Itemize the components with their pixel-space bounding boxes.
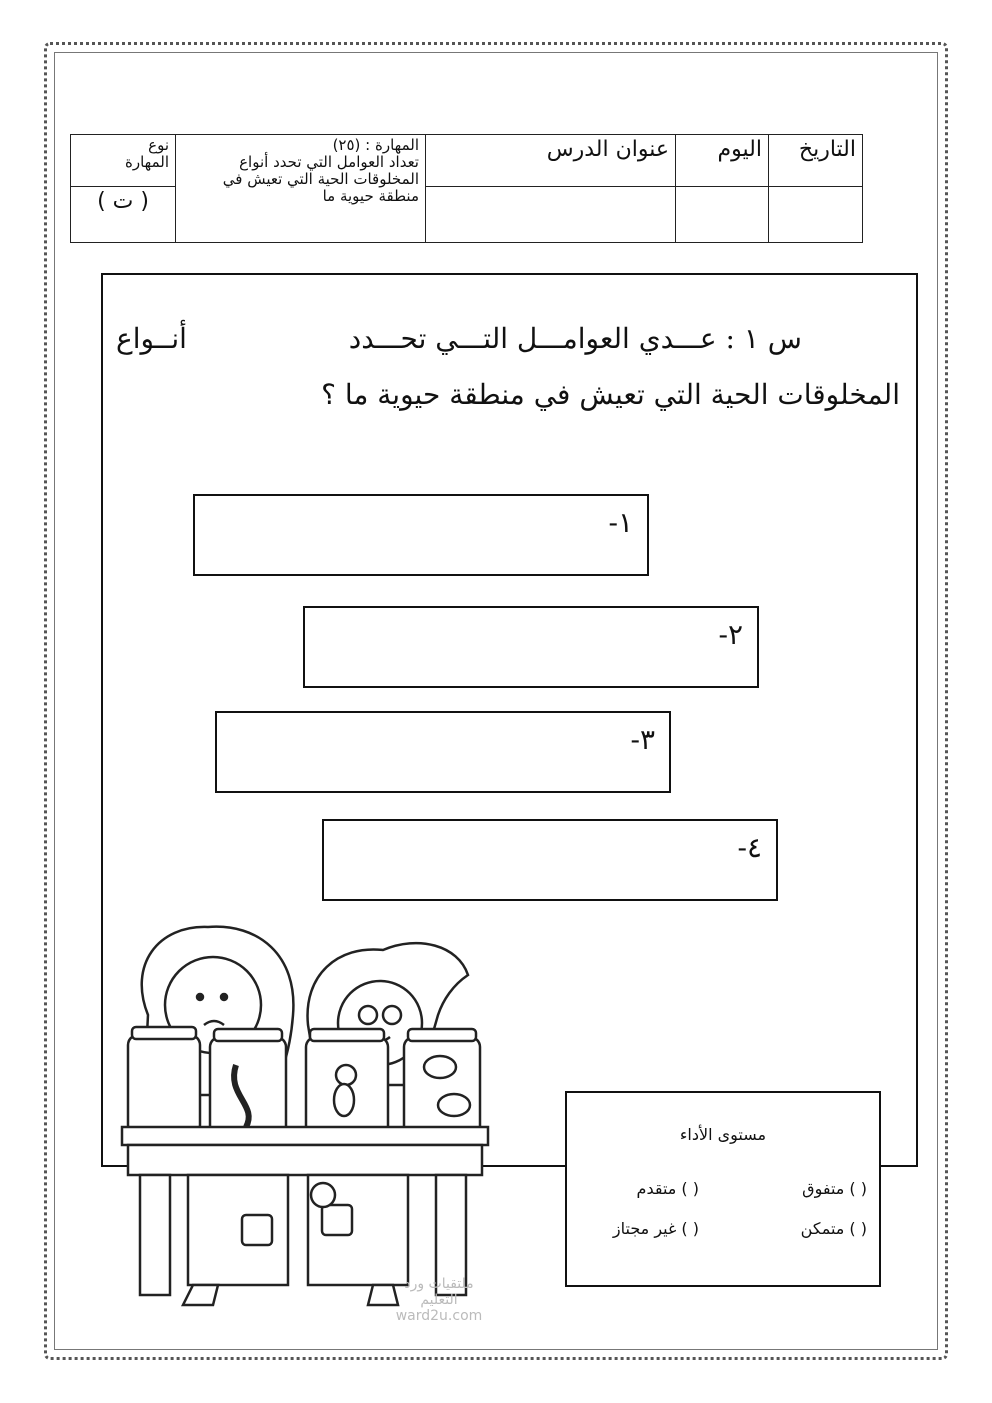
question-line-2: المخلوقات الحية التي تعيش في منطقة حيوية ما ؟ [321, 378, 900, 411]
answer-number-2: ٢- [718, 618, 743, 651]
skill-type-label-cell [71, 135, 176, 187]
skill-text-2: المخلوقات الحية التي تعيش في منطقة حيوية ما [222, 170, 419, 205]
day-value[interactable] [676, 187, 769, 243]
skill-type-value: ( ت ) [71, 187, 176, 243]
option-advanced[interactable]: ( ) متقدم [636, 1179, 699, 1198]
skill-cell [176, 135, 426, 243]
watermark [384, 1276, 494, 1324]
option-excellent[interactable]: ( ) متفوق [802, 1179, 867, 1198]
performance-title: مستوى الأداء [679, 1125, 767, 1144]
answer-box-4[interactable] [322, 819, 778, 901]
watermark-line-1: ملتقيات ورد التعليم [404, 1276, 474, 1308]
option-not-passed[interactable]: ( ) غير مجتاز [612, 1219, 699, 1238]
skill-type-label-2: المهارة [125, 153, 169, 171]
lesson-title-label: عنوان الدرس [426, 135, 676, 187]
skill-text-1: تعداد العوامل التي تحدد أنواع [239, 153, 419, 171]
skill-type-label-1: نوع [148, 136, 169, 154]
answer-box-2[interactable] [303, 606, 759, 688]
skill-label: المهارة : (٢٥) [332, 136, 419, 154]
option-proficient[interactable]: ( ) متمكن [800, 1219, 867, 1238]
date-label: التاريخ [769, 135, 863, 187]
answer-box-3[interactable] [215, 711, 671, 793]
watermark-line-2: ward2u.com [395, 1308, 483, 1324]
answer-box-1[interactable] [193, 494, 649, 576]
header-table [70, 134, 863, 243]
performance-level-box [565, 1091, 881, 1287]
answer-number-1: ١- [608, 506, 633, 539]
lesson-title-value[interactable] [426, 187, 676, 243]
answer-number-4: ٤- [737, 831, 762, 864]
kids-with-jars-illustration [118, 905, 498, 1325]
answer-number-3: ٣- [630, 723, 655, 756]
question-line-1: س ١ : عـــدي العوامـــل التـــي تحـــدد [348, 322, 802, 355]
day-label: اليوم [676, 135, 769, 187]
date-value[interactable] [769, 187, 863, 243]
question-line-1-end: أنــواع [116, 322, 187, 355]
